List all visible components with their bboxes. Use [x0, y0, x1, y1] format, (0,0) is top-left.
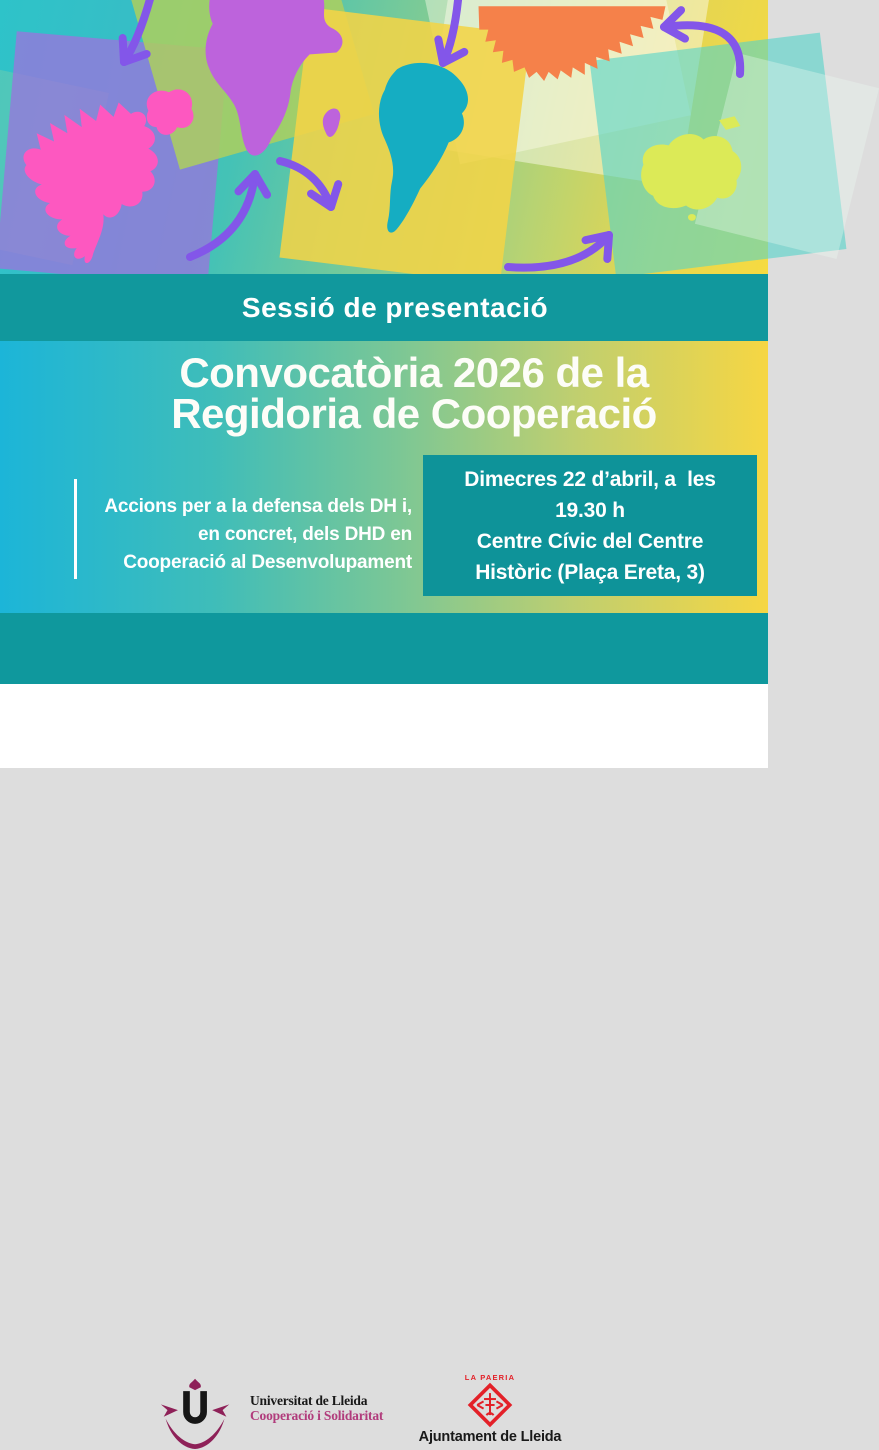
description-line: Cooperació al Desenvolupament: [123, 552, 412, 573]
description-line: en concret, dels DHD en: [198, 524, 412, 545]
event-address-line: Històric (Plaça Ereta, 3): [475, 560, 705, 584]
paeria-logo: [404, 1373, 576, 1445]
paeria-shield-icon: [468, 1383, 512, 1427]
event-venue-line: Centre Cívic del Centre: [476, 529, 704, 553]
event-date-line: Dimecres 22 d’abril, a les: [464, 467, 716, 491]
poster-title-line1: Convocatòria 2026 de la: [179, 349, 649, 396]
bottom-band: [0, 613, 768, 684]
paeria-label: LA PAERIA: [464, 1373, 516, 1382]
udl-logo-text: [250, 1393, 383, 1423]
event-details-box: [423, 455, 757, 596]
purple-arrows-icon: [0, 0, 768, 274]
session-banner-label: Sessió de presentació: [241, 291, 549, 323]
map-collage: [0, 0, 768, 274]
udl-name: Universitat de Lleida: [250, 1393, 368, 1408]
session-banner: [0, 274, 768, 341]
poster-title: [30, 349, 798, 437]
event-time-line: 19.30 h: [555, 498, 625, 522]
footer: [0, 684, 768, 1445]
udl-unit: Cooperació i Solidaritat: [250, 1408, 384, 1423]
description-line: Accions per a la defensa dels DH i,: [104, 496, 412, 517]
paeria-name: Ajuntament de Lleida: [418, 1429, 562, 1445]
poster-title-line2: Regidoria de Cooperació: [171, 390, 657, 437]
description-block: [60, 493, 412, 577]
udl-logo-icon: [152, 1374, 240, 1450]
